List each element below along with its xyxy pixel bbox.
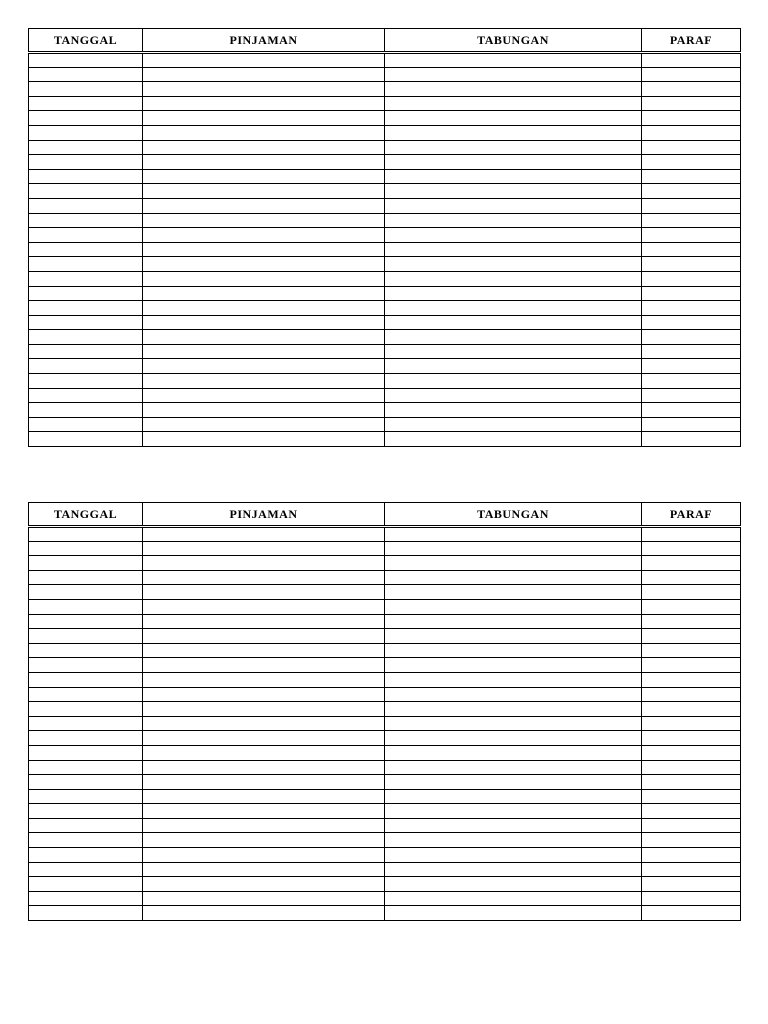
pinjaman-cell[interactable] [143, 388, 385, 403]
ledger-body-bottom [29, 527, 741, 921]
pinjaman-cell[interactable] [143, 417, 385, 432]
pinjaman-cell[interactable] [143, 140, 385, 155]
table-row [29, 140, 741, 155]
paraf-cell[interactable] [642, 359, 741, 374]
table-row [29, 745, 741, 760]
tanggal-cell[interactable] [29, 359, 143, 374]
pinjaman-cell[interactable] [143, 818, 385, 833]
paraf-cell[interactable] [642, 614, 741, 629]
table-row [29, 257, 741, 272]
paraf-cell[interactable] [642, 82, 741, 97]
table-row [29, 213, 741, 228]
table-row [29, 330, 741, 345]
pinjaman-cell[interactable] [143, 585, 385, 600]
table-row [29, 877, 741, 892]
tabungan-cell[interactable] [385, 169, 642, 184]
table-row [29, 527, 741, 542]
table-row [29, 804, 741, 819]
table-row [29, 301, 741, 316]
tabungan-cell[interactable] [385, 775, 642, 790]
tabungan-cell[interactable] [385, 53, 642, 68]
tanggal-cell[interactable] [29, 804, 143, 819]
tabungan-cell[interactable] [385, 271, 642, 286]
tanggal-cell[interactable] [29, 301, 143, 316]
table-row [29, 643, 741, 658]
tanggal-cell[interactable] [29, 67, 143, 82]
pinjaman-cell[interactable] [143, 658, 385, 673]
paraf-cell[interactable] [642, 760, 741, 775]
tanggal-cell[interactable] [29, 702, 143, 717]
paraf-cell[interactable] [642, 213, 741, 228]
paraf-cell[interactable] [642, 271, 741, 286]
paraf-cell[interactable] [642, 330, 741, 345]
pinjaman-cell[interactable] [143, 702, 385, 717]
pinjaman-cell[interactable] [143, 775, 385, 790]
pinjaman-cell[interactable] [143, 672, 385, 687]
paraf-cell[interactable] [642, 891, 741, 906]
tanggal-cell[interactable] [29, 833, 143, 848]
pinjaman-cell[interactable] [143, 906, 385, 921]
pinjaman-cell[interactable] [143, 716, 385, 731]
tabungan-cell[interactable] [385, 731, 642, 746]
column-header-pinjaman: PINJAMAN [143, 503, 385, 527]
tabungan-cell[interactable] [385, 184, 642, 199]
table-row [29, 242, 741, 257]
tabungan-cell[interactable] [385, 541, 642, 556]
table-row [29, 184, 741, 199]
tabungan-cell[interactable] [385, 257, 642, 272]
tabungan-cell[interactable] [385, 527, 642, 542]
header-row [29, 29, 741, 53]
paraf-cell[interactable] [642, 140, 741, 155]
pinjaman-cell[interactable] [143, 228, 385, 243]
paraf-cell[interactable] [642, 716, 741, 731]
pinjaman-cell[interactable] [143, 257, 385, 272]
table-row [29, 315, 741, 330]
paraf-cell[interactable] [642, 541, 741, 556]
tabungan-cell[interactable] [385, 315, 642, 330]
column-header-paraf: PARAF [642, 29, 741, 53]
tabungan-cell[interactable] [385, 877, 642, 892]
table-row [29, 286, 741, 301]
tabungan-cell[interactable] [385, 198, 642, 213]
pinjaman-cell[interactable] [143, 833, 385, 848]
paraf-cell[interactable] [642, 862, 741, 877]
tabungan-cell[interactable] [385, 702, 642, 717]
paraf-cell[interactable] [642, 53, 741, 68]
table-row [29, 228, 741, 243]
paraf-cell[interactable] [642, 848, 741, 863]
table-row [29, 848, 741, 863]
tabungan-cell[interactable] [385, 374, 642, 389]
table-row [29, 833, 741, 848]
tanggal-cell[interactable] [29, 527, 143, 542]
tabungan-cell[interactable] [385, 140, 642, 155]
paraf-cell[interactable] [642, 257, 741, 272]
paraf-cell[interactable] [642, 111, 741, 126]
pinjaman-cell[interactable] [143, 848, 385, 863]
tabungan-cell[interactable] [385, 67, 642, 82]
tabungan-cell[interactable] [385, 687, 642, 702]
tabungan-cell[interactable] [385, 585, 642, 600]
paraf-cell[interactable] [642, 155, 741, 170]
paraf-cell[interactable] [642, 556, 741, 571]
pinjaman-cell[interactable] [143, 760, 385, 775]
tanggal-cell[interactable] [29, 541, 143, 556]
paraf-cell[interactable] [642, 687, 741, 702]
paraf-cell[interactable] [642, 198, 741, 213]
tabungan-cell[interactable] [385, 716, 642, 731]
ledger-table-bottom [28, 502, 741, 921]
table-row [29, 687, 741, 702]
paraf-cell[interactable] [642, 417, 741, 432]
tanggal-cell[interactable] [29, 417, 143, 432]
pinjaman-cell[interactable] [143, 301, 385, 316]
paraf-cell[interactable] [642, 242, 741, 257]
paraf-cell[interactable] [642, 599, 741, 614]
table-row [29, 629, 741, 644]
table-row [29, 403, 741, 418]
tanggal-cell[interactable] [29, 374, 143, 389]
paraf-cell[interactable] [642, 833, 741, 848]
tabungan-cell[interactable] [385, 672, 642, 687]
table-row [29, 556, 741, 571]
paraf-cell[interactable] [642, 432, 741, 447]
paraf-cell[interactable] [642, 403, 741, 418]
tanggal-cell[interactable] [29, 169, 143, 184]
tanggal-cell[interactable] [29, 403, 143, 418]
paraf-cell[interactable] [642, 658, 741, 673]
paraf-cell[interactable] [642, 629, 741, 644]
tabungan-cell[interactable] [385, 388, 642, 403]
pinjaman-cell[interactable] [143, 629, 385, 644]
table-row [29, 775, 741, 790]
table-row [29, 67, 741, 82]
table-row [29, 760, 741, 775]
tanggal-cell[interactable] [29, 891, 143, 906]
pinjaman-cell[interactable] [143, 344, 385, 359]
pinjaman-cell[interactable] [143, 891, 385, 906]
paraf-cell[interactable] [642, 672, 741, 687]
pinjaman-cell[interactable] [143, 286, 385, 301]
table-row [29, 599, 741, 614]
tanggal-cell[interactable] [29, 672, 143, 687]
tanggal-cell[interactable] [29, 198, 143, 213]
header-row [29, 503, 741, 527]
tanggal-cell[interactable] [29, 271, 143, 286]
tanggal-cell[interactable] [29, 862, 143, 877]
tanggal-cell[interactable] [29, 745, 143, 760]
tanggal-cell[interactable] [29, 789, 143, 804]
table-row [29, 541, 741, 556]
pinjaman-cell[interactable] [143, 67, 385, 82]
column-header-pinjaman: PINJAMAN [143, 29, 385, 53]
tabungan-cell[interactable] [385, 818, 642, 833]
pinjaman-cell[interactable] [143, 111, 385, 126]
table-row [29, 388, 741, 403]
paraf-cell[interactable] [642, 228, 741, 243]
tabungan-cell[interactable] [385, 891, 642, 906]
tanggal-cell[interactable] [29, 731, 143, 746]
tabungan-cell[interactable] [385, 804, 642, 819]
pinjaman-cell[interactable] [143, 527, 385, 542]
ledger-table-top [28, 28, 741, 447]
paraf-cell[interactable] [642, 731, 741, 746]
tanggal-cell[interactable] [29, 556, 143, 571]
tabungan-cell[interactable] [385, 82, 642, 97]
paraf-cell[interactable] [642, 643, 741, 658]
paraf-cell[interactable] [642, 184, 741, 199]
tanggal-cell[interactable] [29, 82, 143, 97]
paraf-cell[interactable] [642, 702, 741, 717]
column-header-tabungan: TABUNGAN [385, 503, 642, 527]
tabungan-cell[interactable] [385, 155, 642, 170]
tanggal-cell[interactable] [29, 818, 143, 833]
table-row [29, 585, 741, 600]
tabungan-cell[interactable] [385, 614, 642, 629]
table-row [29, 818, 741, 833]
pinjaman-cell[interactable] [143, 53, 385, 68]
tanggal-cell[interactable] [29, 775, 143, 790]
table-row [29, 570, 741, 585]
tanggal-cell[interactable] [29, 432, 143, 447]
table-row [29, 614, 741, 629]
tanggal-cell[interactable] [29, 585, 143, 600]
tanggal-cell[interactable] [29, 344, 143, 359]
table-row [29, 53, 741, 68]
tanggal-cell[interactable] [29, 213, 143, 228]
paraf-cell[interactable] [642, 789, 741, 804]
tanggal-cell[interactable] [29, 848, 143, 863]
tabungan-cell[interactable] [385, 599, 642, 614]
table-row [29, 111, 741, 126]
pinjaman-cell[interactable] [143, 541, 385, 556]
pinjaman-cell[interactable] [143, 213, 385, 228]
tabungan-cell[interactable] [385, 833, 642, 848]
pinjaman-cell[interactable] [143, 271, 385, 286]
paraf-cell[interactable] [642, 906, 741, 921]
tanggal-cell[interactable] [29, 242, 143, 257]
tabungan-cell[interactable] [385, 403, 642, 418]
pinjaman-cell[interactable] [143, 789, 385, 804]
pinjaman-cell[interactable] [143, 556, 385, 571]
paraf-cell[interactable] [642, 877, 741, 892]
tabungan-cell[interactable] [385, 570, 642, 585]
paraf-cell[interactable] [642, 301, 741, 316]
pinjaman-cell[interactable] [143, 242, 385, 257]
pinjaman-cell[interactable] [143, 82, 385, 97]
tabungan-cell[interactable] [385, 228, 642, 243]
paraf-cell[interactable] [642, 388, 741, 403]
tabungan-cell[interactable] [385, 344, 642, 359]
tanggal-cell[interactable] [29, 388, 143, 403]
paraf-cell[interactable] [642, 527, 741, 542]
tabungan-cell[interactable] [385, 242, 642, 257]
pinjaman-cell[interactable] [143, 155, 385, 170]
tabungan-cell[interactable] [385, 760, 642, 775]
paraf-cell[interactable] [642, 818, 741, 833]
tabungan-cell[interactable] [385, 789, 642, 804]
pinjaman-cell[interactable] [143, 745, 385, 760]
table-row [29, 789, 741, 804]
table-row [29, 432, 741, 447]
pinjaman-cell[interactable] [143, 184, 385, 199]
table-row [29, 82, 741, 97]
tanggal-cell[interactable] [29, 716, 143, 731]
pinjaman-cell[interactable] [143, 570, 385, 585]
tanggal-cell[interactable] [29, 658, 143, 673]
paraf-cell[interactable] [642, 585, 741, 600]
table-row [29, 672, 741, 687]
pinjaman-cell[interactable] [143, 862, 385, 877]
pinjaman-cell[interactable] [143, 877, 385, 892]
column-header-tanggal: TANGGAL [29, 503, 143, 527]
tanggal-cell[interactable] [29, 687, 143, 702]
tabungan-cell[interactable] [385, 96, 642, 111]
tabungan-cell[interactable] [385, 848, 642, 863]
table-row [29, 169, 741, 184]
table-row [29, 125, 741, 140]
pinjaman-cell[interactable] [143, 96, 385, 111]
tanggal-cell[interactable] [29, 877, 143, 892]
tanggal-cell[interactable] [29, 125, 143, 140]
paraf-cell[interactable] [642, 570, 741, 585]
pinjaman-cell[interactable] [143, 614, 385, 629]
pinjaman-cell[interactable] [143, 169, 385, 184]
pinjaman-cell[interactable] [143, 374, 385, 389]
paraf-cell[interactable] [642, 67, 741, 82]
paraf-cell[interactable] [642, 169, 741, 184]
tanggal-cell[interactable] [29, 184, 143, 199]
tanggal-cell[interactable] [29, 286, 143, 301]
table-row [29, 359, 741, 374]
column-header-tabungan: TABUNGAN [385, 29, 642, 53]
paraf-cell[interactable] [642, 374, 741, 389]
pinjaman-cell[interactable] [143, 643, 385, 658]
paraf-cell[interactable] [642, 96, 741, 111]
table-row [29, 716, 741, 731]
table-row [29, 658, 741, 673]
column-header-paraf: PARAF [642, 503, 741, 527]
pinjaman-cell[interactable] [143, 125, 385, 140]
tanggal-cell[interactable] [29, 330, 143, 345]
paraf-cell[interactable] [642, 745, 741, 760]
tanggal-cell[interactable] [29, 111, 143, 126]
tanggal-cell[interactable] [29, 257, 143, 272]
tanggal-cell[interactable] [29, 629, 143, 644]
table-row [29, 731, 741, 746]
pinjaman-cell[interactable] [143, 315, 385, 330]
pinjaman-cell[interactable] [143, 804, 385, 819]
pinjaman-cell[interactable] [143, 687, 385, 702]
tanggal-cell[interactable] [29, 155, 143, 170]
pinjaman-cell[interactable] [143, 432, 385, 447]
tabungan-cell[interactable] [385, 125, 642, 140]
tanggal-cell[interactable] [29, 599, 143, 614]
table-row [29, 344, 741, 359]
table-row [29, 198, 741, 213]
tabungan-cell[interactable] [385, 213, 642, 228]
tanggal-cell[interactable] [29, 643, 143, 658]
paraf-cell[interactable] [642, 315, 741, 330]
table-row [29, 702, 741, 717]
pinjaman-cell[interactable] [143, 359, 385, 374]
tabungan-cell[interactable] [385, 330, 642, 345]
table-row [29, 271, 741, 286]
tabungan-cell[interactable] [385, 745, 642, 760]
tabungan-cell[interactable] [385, 111, 642, 126]
tanggal-cell[interactable] [29, 96, 143, 111]
tabungan-cell[interactable] [385, 359, 642, 374]
table-row [29, 96, 741, 111]
tabungan-cell[interactable] [385, 906, 642, 921]
tabungan-cell[interactable] [385, 862, 642, 877]
table-row [29, 891, 741, 906]
tanggal-cell[interactable] [29, 228, 143, 243]
tanggal-cell[interactable] [29, 315, 143, 330]
tabungan-cell[interactable] [385, 286, 642, 301]
pinjaman-cell[interactable] [143, 330, 385, 345]
paraf-cell[interactable] [642, 775, 741, 790]
tanggal-cell[interactable] [29, 906, 143, 921]
table-row [29, 906, 741, 921]
tanggal-cell[interactable] [29, 140, 143, 155]
table-row [29, 374, 741, 389]
tabungan-cell[interactable] [385, 432, 642, 447]
tabungan-cell[interactable] [385, 658, 642, 673]
tabungan-cell[interactable] [385, 417, 642, 432]
tanggal-cell[interactable] [29, 570, 143, 585]
paraf-cell[interactable] [642, 286, 741, 301]
paraf-cell[interactable] [642, 125, 741, 140]
table-row [29, 155, 741, 170]
tanggal-cell[interactable] [29, 760, 143, 775]
pinjaman-cell[interactable] [143, 403, 385, 418]
table-row [29, 417, 741, 432]
tabungan-cell[interactable] [385, 556, 642, 571]
pinjaman-cell[interactable] [143, 731, 385, 746]
paraf-cell[interactable] [642, 344, 741, 359]
tanggal-cell[interactable] [29, 53, 143, 68]
pinjaman-cell[interactable] [143, 198, 385, 213]
tabungan-cell[interactable] [385, 643, 642, 658]
pinjaman-cell[interactable] [143, 599, 385, 614]
tanggal-cell[interactable] [29, 614, 143, 629]
table-row [29, 862, 741, 877]
paraf-cell[interactable] [642, 804, 741, 819]
tabungan-cell[interactable] [385, 629, 642, 644]
ledger-body-top [29, 53, 741, 447]
column-header-tanggal: TANGGAL [29, 29, 143, 53]
tabungan-cell[interactable] [385, 301, 642, 316]
